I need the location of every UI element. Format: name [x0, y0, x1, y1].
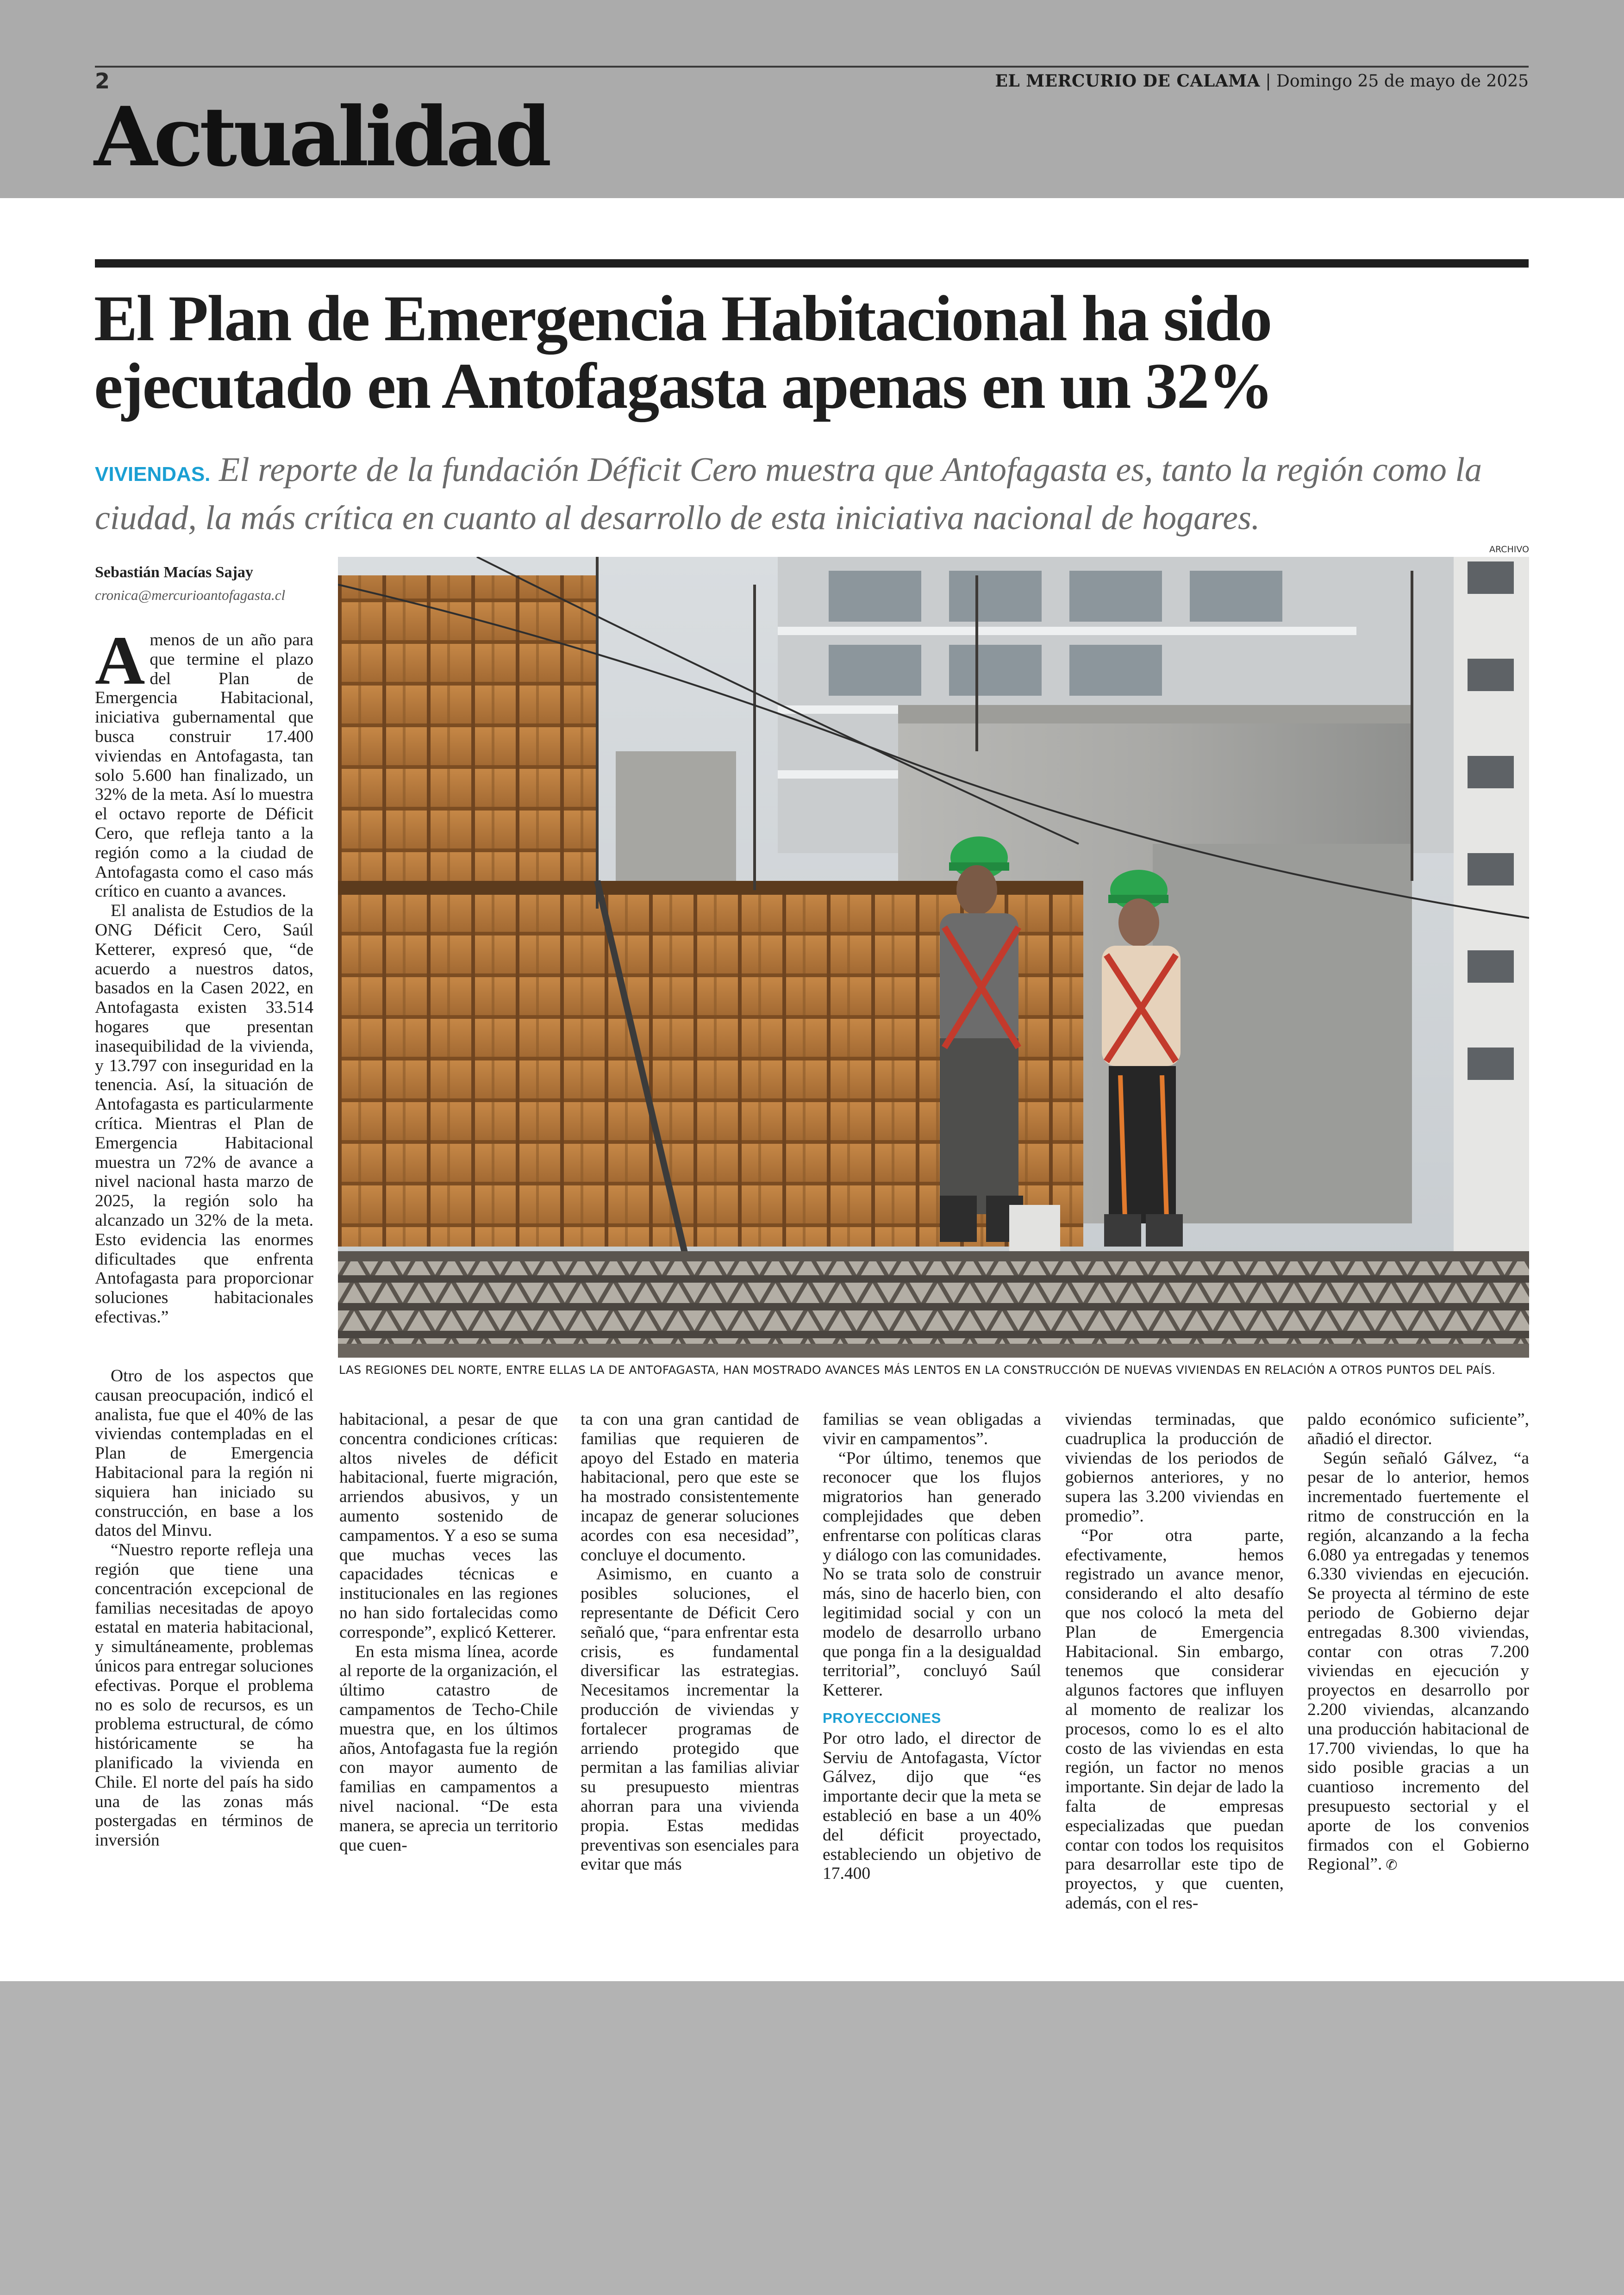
header-rule: [95, 66, 1529, 68]
paragraph-text: Según señaló Gálvez, “a pesar de lo anterior, hemos incrementado fuertemente el ritmo de construcción en la región, alcanzando a la fecha 6.080 ya entregadas y tenemos 6.330 viviendas en ejecución. Se proyecta al término de este periodo de Gobierno dejar entregadas 8.300 viviendas, contar con otras 7.200 viviendas en ejecución y proyectos en desarrollo por 2.200 viviendas, alcanzando una producción habitacional de 17.700 viviendas, lo que ha sido posible gracias a un cuantioso incremento del presupuesto sectorial y el aporte de los convenios firmados con el Gobierno Regional”.: [1307, 1448, 1529, 1874]
paragraph: ta con una gran cantidad de familias que requieren de apoyo del Estado en materia habitacional, pero que este se ha mostrado consistentemente incapaz de generar soluciones acordes con esa necesidad”, concluye el documento.: [581, 1410, 799, 1565]
section-title: Actualidad: [94, 89, 548, 185]
end-mark-icon: ✆: [1386, 1858, 1398, 1873]
paragraph: “Por otra parte, efectivamente, hemos registrado un avance menor, considerando el alto desafío que nos colocó la meta del Plan de Emergencia Habitacional. Sin embargo, tenemos que considerar algunos factores que influyen al momento de realizar los procesos, como lo es el alto costo de las viviendas en esta región, un factor no menos importante. Sin dejar de lado la falta de empresas especializadas que puedan contar con todos los requisitos para desarrollar este tipo de proyectos, y que cuenten, además, con el res-: [1065, 1526, 1284, 1913]
paragraph: viviendas terminadas, que cuadruplica la producción de viviendas de los periodos de gobiernos anteriores, y no supera las 3.200 viviendas en promedio”.: [1065, 1410, 1284, 1526]
body-column-5: [1065, 1410, 1284, 1913]
construction-photo-illustration: [338, 557, 1529, 1358]
paragraph: El analista de Estudios de la ONG Déficit Cero, Saúl Ketterer, expresó que, “de acuerdo a nuestros datos, basados en la Casen 2022, en Antofagasta existen 33.514 hogares que presentan inasequibilidad de la vivienda, y 13.797 con inseguridad en la tenencia. Así, la situación de Antofagasta es particularmente crítica. Mientras el Plan de Emergencia Habitacional muestra un 72% de avance a nivel nacional hasta marzo de 2025, la región solo ha alcanzado un 32% de la meta. Esto evidencia las enormes dificultades que enfrenta Antofagasta para proporcionar soluciones habitacionales efectivas.”: [95, 901, 313, 1327]
issue-date: Domingo 25 de mayo de 2025: [1276, 72, 1529, 91]
headline-line-1: El Plan de Emergencia Habitacional ha sido: [94, 282, 1271, 355]
paragraph: [1307, 1449, 1529, 1876]
body-column-1-top: [95, 622, 313, 1327]
article-photo: [338, 557, 1529, 1358]
paragraph: Otro de los aspectos que causan preocupación, indicó el analista, fue que el 40% de las viviendas contempladas en el Plan de Emergencia Habitacional para la región ni siquiera han iniciado su construcción, en base a los datos del Minvu.: [95, 1366, 313, 1540]
paragraph: En esta misma línea, acorde al reporte de la organización, el último catastro de campamentos de Techo-Chile muestra que, en los últimos años, Antofagasta fue la región con mayor aumento de familias en campamentos a nivel nacional. “De esta manera, se aprecia un territorio que cuen-: [339, 1642, 558, 1855]
headline-line-2: ejecutado en Antofagasta apenas en un 32%: [94, 350, 1273, 422]
photo-credit: ARCHIVO: [1489, 544, 1529, 555]
deck: [95, 448, 1535, 540]
body-column-1-bottom: [95, 1366, 313, 1850]
headline: [94, 282, 1534, 422]
paragraph: paldo económico suficiente”, añadió el director.: [1307, 1410, 1529, 1448]
paragraph: habitacional, a pesar de que concentra condiciones críticas: altos niveles de déficit habitacional, fuerte migración, arriendos abusivos, y un aumento sostenido de campamentos. Y a eso se suma que muchas veces las capacidades técnicas e institucionales en las regiones no han sido fortalecidas como corresponde”, explicó Ketterer.: [339, 1410, 558, 1642]
paragraph-text: menos de un año para que termine el plazo del Plan de Emergencia Habitacional, iniciativa gubernamental que busca construir 17.400 viviendas en Antofagasta, tan solo 5.600 han finalizado, un 32% de la meta. Así lo muestra el octavo reporte de Déficit Cero, que refleja tanto a la región como a la ciudad de Antofagasta como el caso más crítico en cuanto a avances.: [95, 630, 313, 901]
kicker: VIVIENDAS.: [95, 463, 211, 486]
body-column-6: [1307, 1410, 1529, 1875]
publication-name: EL MERCURIO DE CALAMA: [995, 71, 1260, 91]
paragraph: “Nuestro reporte refleja una región que tiene una concentración excepcional de familias necesitadas de apoyo estatal en materia habitacional, y simultáneamente, problemas únicos para entregar soluciones efectivas. Porque el problema no es solo de recursos, es un problema estructural, de cómo históricamente se ha planificado la vivienda en Chile. El norte del país ha sido una de las zonas más postergadas en términos de inversión: [95, 1540, 313, 1850]
body-column-2: [339, 1410, 558, 1855]
byline: Sebastián Macías Sajay: [95, 564, 253, 581]
drop-cap: A: [95, 622, 145, 699]
deck-text: El reporte de la fundación Déficit Cero muestra que Antofagasta es, tanto la región como la ciudad, la más crítica en cuanto al desarrollo de esta iniciativa nacional de hogares.: [95, 451, 1482, 537]
paragraph: “Por último, tenemos que reconocer que los flujos migratorios han generado complejidades que deben enfrentarse con políticas claras y diálogo con las comunidades. No se trata solo de construir más, sino de hacerlo bien, con legitimidad social y con un modelo de desarrollo urbano que ponga fin a la desigualdad territorial”, concluyó Saúl Ketterer.: [823, 1448, 1041, 1700]
paragraph: Asimismo, en cuanto a posibles soluciones, el representante de Déficit Cero señaló que, “para enfrentar esta crisis, es fundamental diversificar las estrategias. Necesitamos incrementar la producción de viviendas y fortalecer programas de arriendo protegido que permitan a las familias aliviar su presupuesto mientras ahorran para una vivienda propia. Estas medidas preventivas son esenciales para evitar que más: [581, 1565, 799, 1874]
photo-caption: LAS REGIONES DEL NORTE, ENTRE ELLAS LA DE ANTOFAGASTA, HAN MOSTRADO AVANCES MÁS LENTOS EN LA CONSTRUCCIÓN DE NUEVAS VIVIENDAS EN RELACIÓN A OTROS PUNTOS DEL PAÍS.: [339, 1363, 1496, 1377]
headline-rule: [95, 259, 1529, 268]
paragraph: familias se vean obligadas a vivir en campamentos”.: [823, 1410, 1041, 1448]
author-email: cronica@mercurioantofagasta.cl: [95, 587, 286, 603]
paragraph: [95, 622, 313, 901]
body-column-4: [823, 1410, 1041, 1883]
body-column-3: [581, 1410, 799, 1874]
subhead: PROYECCIONES: [823, 1709, 941, 1726]
page-number: 2: [95, 69, 110, 94]
masthead: EL MERCURIO DE CALAMA | Domingo 25 de mayo de 2025: [995, 71, 1529, 91]
paragraph: Por otro lado, el director de Serviu de Antofagasta, Víctor Gálvez, dijo que “es importante decir que la meta se estableció en base a un 40% del déficit proyectado, estableciendo un objetivo de 17.400: [823, 1728, 1041, 1883]
